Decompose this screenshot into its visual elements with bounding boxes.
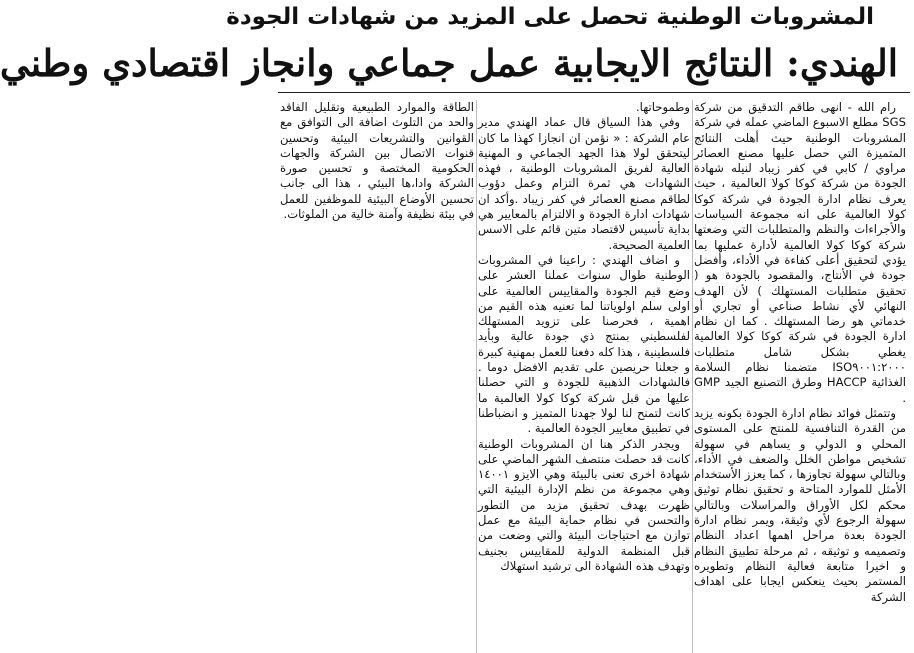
column-separator [476,100,477,653]
article-paragraph: وتتمثل فوائد نظام ادارة الجودة بكونه يزيد من القدرة التنافسية للمنتج على المستوى المحلي و الدولي و يساهم في سهولة تشخيص مواطن الخلل والضعف في الأداء، وبالتالي سهولة تجاوزها ، كما يعزز الأستخدام الأمثل للموارد المتاحة و تحقيق نظام توثيق محكم لكل الأوراق والمراسلات وبالتالي سهولة الرجوع لأي وثيقة، ويمر نظام ادارة الجودة بعدة مراحل اهمها اعداد النظام وتصميمه و توثيقه ، ثم مرحلة تطبيق النظام و اخيرا متابعة فعالية النظام وتطويره المستمر بحيث ينعكس ايجابا على اهداف الشركة [694,405,906,604]
article-paragraph: رام الله - انهى طاقم التدقيق من شركة SGS مطلع الاسبوع الماضي عمله في شركة المشروبات الوطنية حيث أهلت النتائج المتميزة التي حصل عليها مصنع العصائر مراوي / كابي في كفر زيباد لنيله شهادة الجودة من شركة كوكا كولا العالمية ، حيث يعرف نظام ادارة الجودة في شركة كوكا كولا العالمية على انه مجموعة السياسات والأجراءات والنظم والمتطلبات التي وضعتها شركة كوكا كولا العالمية لأدارة عمليها بما يؤدي لتحقيق أعلى كفاءة في الأداء، وأفضل جودة في الأنتاج، والمقصود بالجودة هو ( تحقيق متطلبات المستهلك ) لأن الهدف النهائي لأي نشاط صناعي أو تجاري أو خدماتي هو رضا المستهلك . كما ان نظام ادارة الجودة في شركة كوكا كولا العالمية يغطي بشكل شامل متطلبات ISO٩٠٠١:٢٠٠٠ متضمنا نظام السلامة الغذائية HACCP وطرق التصنيع الجيد GMP . [694,100,906,405]
column-separator [692,100,693,653]
article-paragraph: وفي هذا السياق قال عماد الهندي مدير عام الشركة : « نؤمن ان انجازا كهذا ما كان ليتحقق لولا هذا الجهد الجماعي و المهنية العالية لفريق المشروبات الوطنية ، فهذه الشهادات هي ثمرة التزام وعمل دؤوب لطاقم مصنع العصائر في كفر زيباد .وأكد ان شهادات ادارة الجودة و الالتزام بالمعايير هي بداية تأسيس لاقتصاد متين قائم على الاسس العلمية الصحيحة. [478,115,690,252]
article-column-2 [478,100,690,653]
headline-divider [278,92,910,93]
article-headline: الهندي: النتائج الايجابية عمل جماعي وانجاز اقتصادي وطني [0,41,898,85]
article-paragraph: ويجدر الذكر هنا ان المشروبات الوطنية كانت قد حصلت منتصف الشهر الماضي على شهادة اخرى تعنى بالبيئة وهي الايزو ١٤٠٠١ وهي مجموعة من نظم الإدارة البيئية التي ظهرت بهدف تحقيق مزيد من التطور والتحسن في نظام حماية البيئة مع عمل توازن مع احتياجات البيئة والتي وضعت من قبل المنظمة الدولية للمقاييس بجنيف وتهدف هذه الشهادة الى ترشيد استهلاك [478,436,690,573]
article-paragraph: و اضاف الهندي : راعينا في المشروبات الوطنية طوال سنوات عملنا العشر على وضع قيم الجودة والمقاييس العالمية على اولى سلم اولوياتنا لما تعنيه هذه القيم من اهمية ، فحرصنا على تزويد المستهلك لفلسطيني بمنتج ذي جودة عالية وبأيد فلسطينية ، هذا كله دفعنا للعمل بمهنية كبيرة و جعلنا حريصين على تقديم الافضل دوما . فالشهادات الذهبية للجودة و التي حصلنا عليها من قبل شركة كوكا كولا العالمية ما كانت لتمنح لنا لولا جهدنا المتميز و انضباطنا في تطبيق معايير الجودة العالمية . [478,252,690,436]
article-column-1 [694,100,906,653]
article-paragraph: وطموحاتها. [635,100,690,114]
article-paragraph: الطاقة والموارد الطبيعية وتقليل الفاقد والحد من التلوث اضافة الى التوافق مع القوانين والتشريعات البيئية وتحسين قنوات الاتصال بين الشركة والجهات الحكومية المختصة و تحسين صورة الشركة وادا،ها البيئي ، هذا الى جانب تحسين الأوضاع البيئية للموظفين للعمل في بيئة نظيفة وآمنة خالية من الملوثات. [280,100,474,222]
article-kicker: المشروبات الوطنية تحصل على المزيد من شهادات الجودة [226,4,874,30]
article-column-3 [280,100,474,653]
